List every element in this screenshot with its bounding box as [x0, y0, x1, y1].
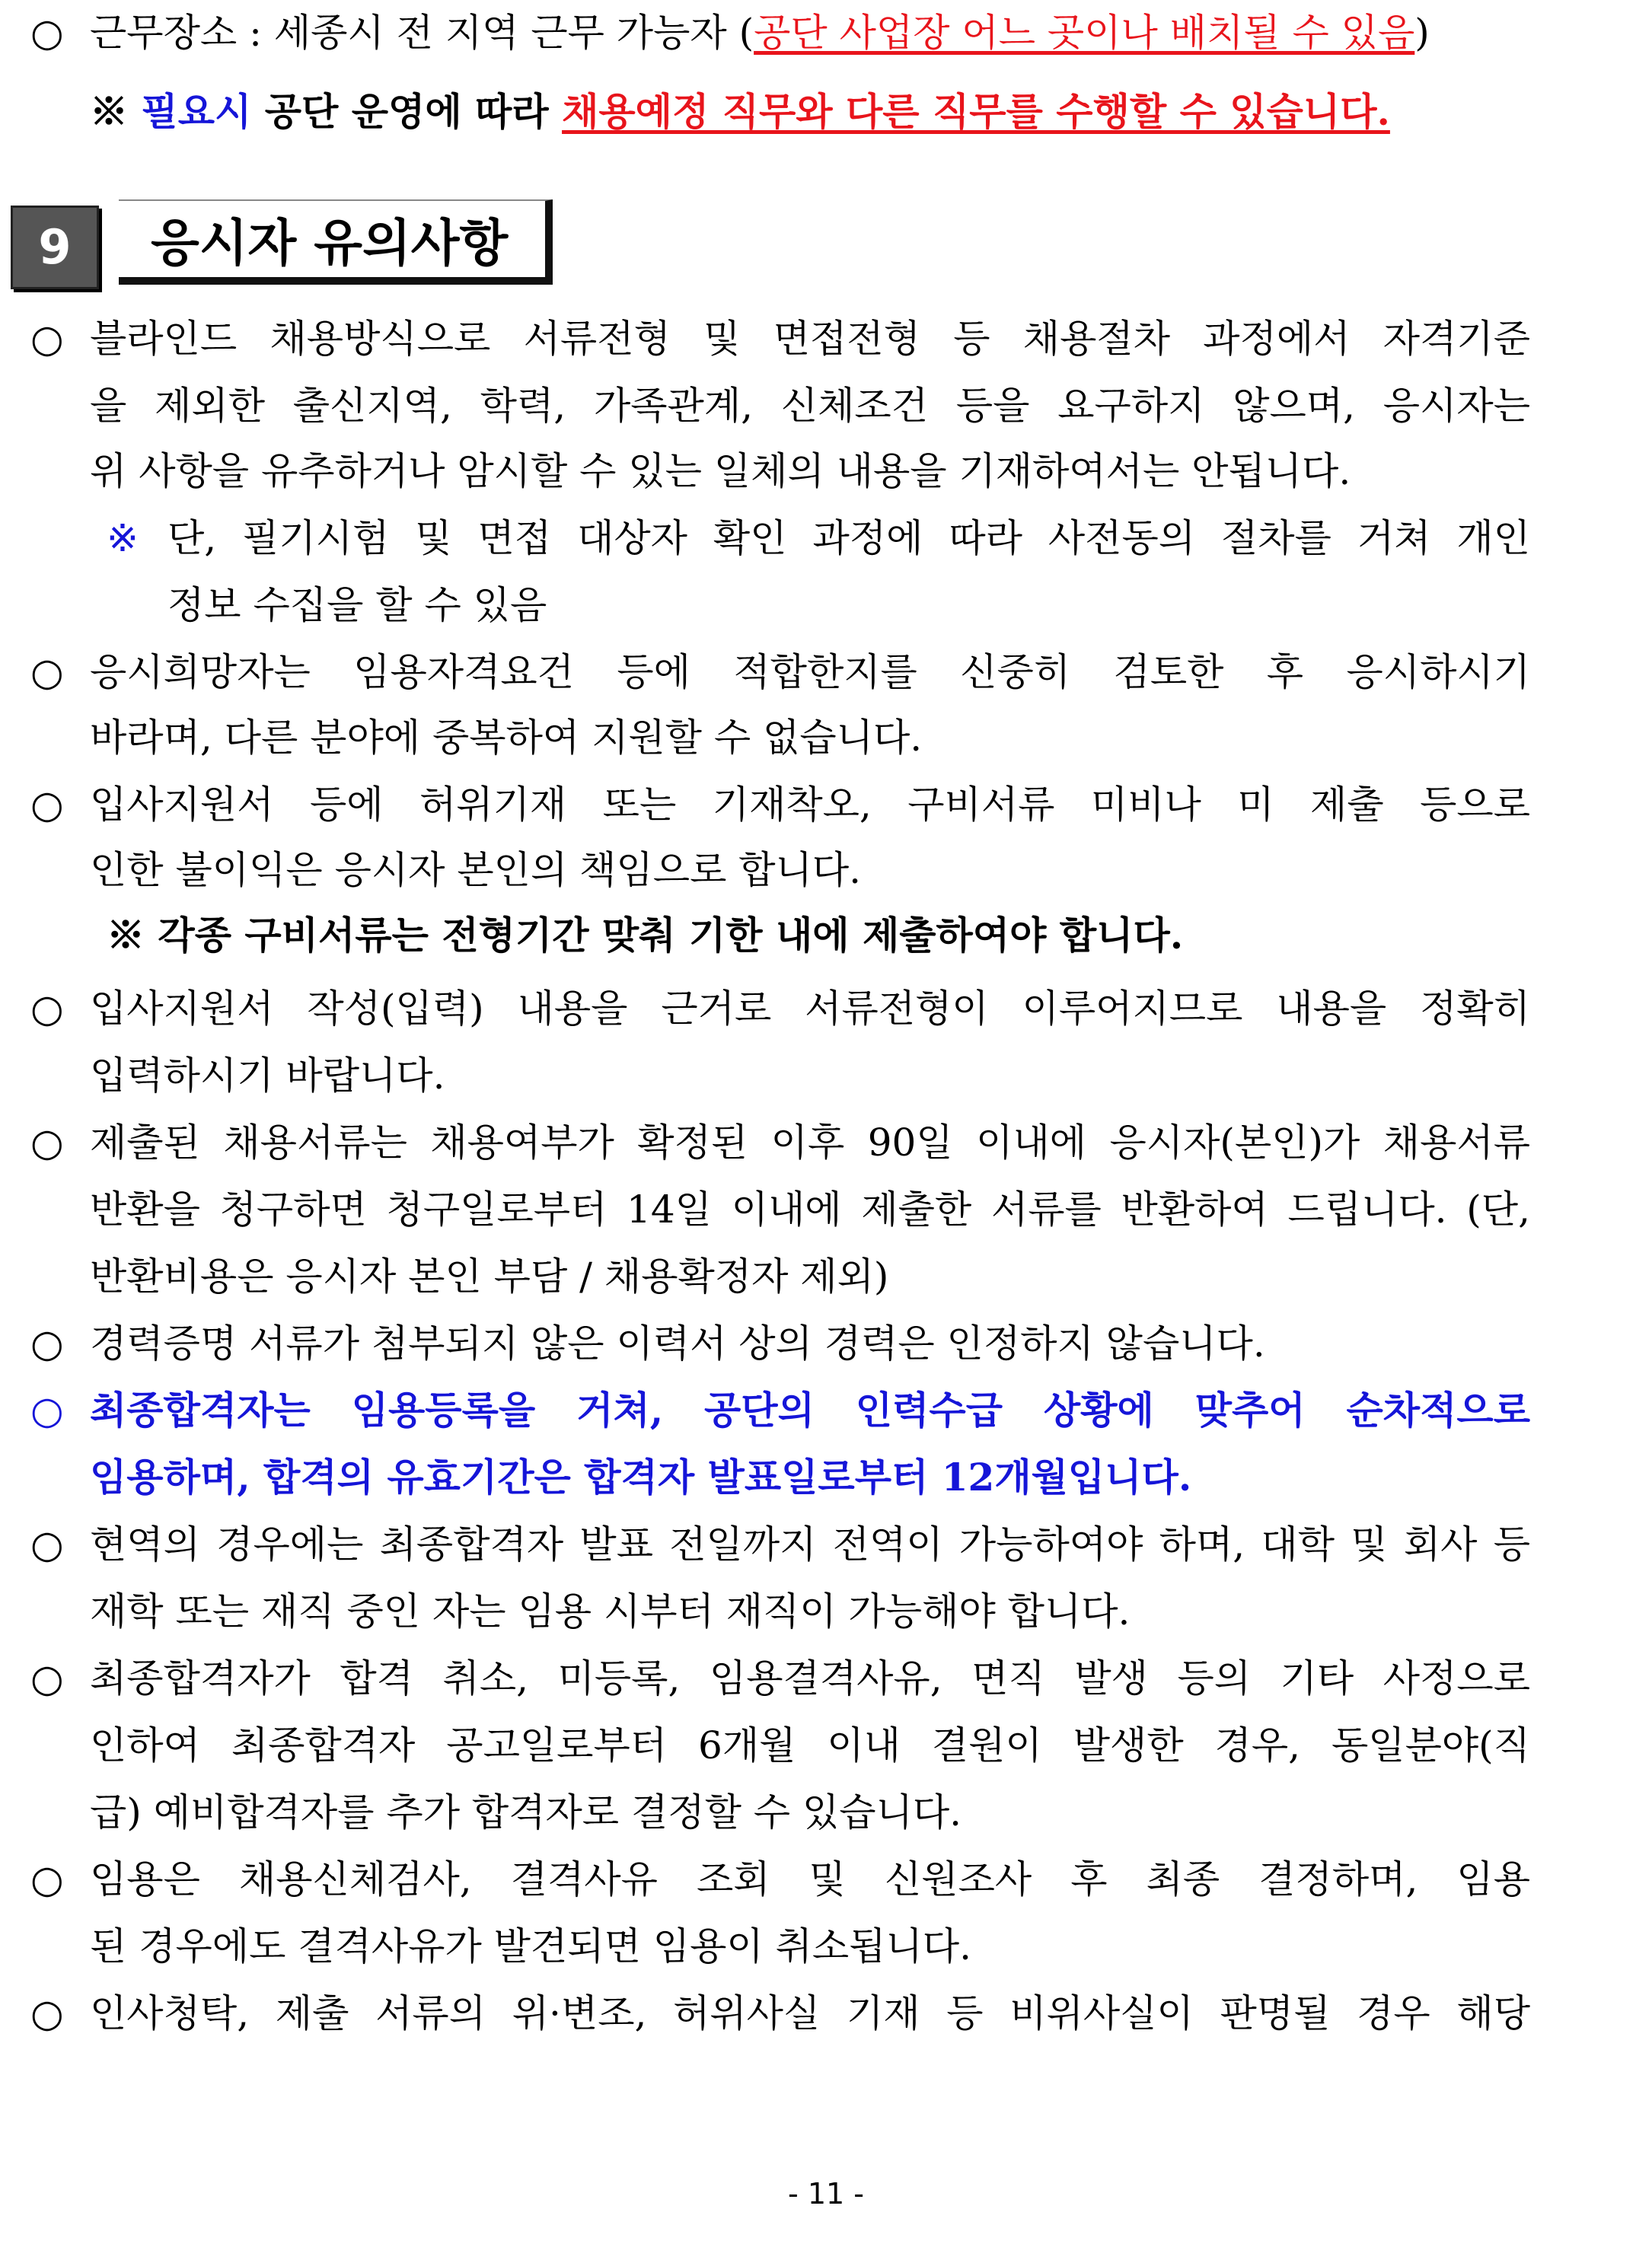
list-item: ○ 입사지원서 작성(입력) 내용을 근거로 서류전형이 이루어지므로 내용을 정확히	[30, 982, 1530, 1035]
bullet-icon: ○	[30, 1656, 64, 1701]
bullet-icon: ○	[30, 987, 64, 1031]
list-item: ○ 인사청탁, 제출 서류의 위·변조, 허위사실 기재 등 비위사실이 판명될 경우 해당	[30, 1987, 1530, 2040]
section-number: 9	[11, 206, 99, 289]
list-item: ○ 입사지원서 등에 허위기재 또는 기재착오, 구비서류 미비나 미 제출 등으로	[30, 778, 1530, 831]
list-item-line: 입력하시기 바랍니다.	[90, 1053, 445, 1098]
list-item: ○ 블라인드 채용방식으로 서류전형 및 면접전형 등 채용절차 과정에서 자격기준	[30, 312, 1530, 365]
list-item: ○ 제출된 채용서류는 채용여부가 확정된 이후 90일 이내에 응시자(본인)가 채용서류	[30, 1116, 1530, 1169]
workplace-item	[30, 6, 1530, 59]
bullet-icon: ○	[30, 1120, 64, 1165]
bullet-icon: ○	[30, 11, 64, 55]
bullet-icon: ○	[30, 1321, 64, 1366]
list-item-line: 반환을 청구하면 청구일로부터 14일 이내에 제출한 서류를 반환하여 드립니다. (단,	[90, 1187, 1530, 1232]
list-item-line: 급) 예비합격자를 추가 합격자로 결정할 수 있습니다.	[90, 1790, 962, 1834]
bullet-icon: ○	[30, 317, 64, 361]
list-item: ○ 경력증명 서류가 첨부되지 않은 이력서 상의 경력은 인정하지 않습니다.	[30, 1317, 1530, 1370]
workplace-highlight: 공단 사업장 어느 곳이나 배치될 수 있음	[754, 11, 1415, 55]
list-item-line: 된 경우에도 결격사유가 발견되면 임용이 취소됩니다.	[90, 1924, 971, 1968]
list-item: ○ 응시희망자는 임용자격요건 등에 적합한지를 신중히 검토한 후 응시하시기	[30, 645, 1530, 699]
reference-mark-icon: ※	[107, 516, 139, 560]
duty-notice: ※ 필요시 공단 운영에 따라 채용예정 직무와 다른 직무를 수행할 수 있습니다.	[90, 89, 1390, 134]
list-item-line: 재학 또는 재직 중인 자는 임용 시부터 재직이 가능해야 합니다.	[90, 1589, 1131, 1634]
bullet-icon: ○	[30, 1857, 64, 1901]
page-number: - 11 -	[788, 2177, 864, 2211]
duty-notice-highlight: 채용예정 직무와 다른 직무를 수행할 수 있습니다.	[562, 89, 1390, 134]
list-item-line: 인한 불이익은 응시자 본인의 책임으로 합니다.	[90, 848, 862, 892]
list-item-line: 임용하며, 합격의 유효기간은 합격자 발표일로부터 12개월입니다.	[90, 1455, 1192, 1500]
list-item-line: 반환비용은 응시자 본인 부담 / 채용확정자 제외)	[90, 1254, 889, 1299]
workplace-text: 근무장소 : 세종시 전 지역 근무 가능자 (공단 사업장 어느 곳이나 배치될 수 있음)	[90, 11, 1430, 55]
list-item: ○ 최종합격자가 합격 취소, 미등록, 임용결격사유, 면직 발생 등의 기타 사정으로	[30, 1652, 1530, 1705]
section-title: 응시자 유의사항	[119, 199, 553, 285]
list-item-highlight: ○ 최종합격자는 임용등록을 거쳐, 공단의 인력수급 상황에 맞추어 순차적으로	[30, 1384, 1530, 1437]
list-item: ○ 현역의 경우에는 최종합격자 발표 전일까지 전역이 가능하여야 하며, 대학 및 회사 등	[30, 1518, 1530, 1571]
reference-mark-icon: ※	[90, 89, 128, 134]
bullet-icon: ○	[30, 1522, 64, 1567]
privacy-note: ※ 단, 필기시험 및 면접 대상자 확인 과정에 따라 사전동의 절차를 거쳐 개인	[107, 512, 1530, 565]
list-item-line: 을 제외한 출신지역, 학력, 가족관계, 신체조건 등을 요구하지 않으며, 응시자는	[90, 384, 1530, 428]
bullet-icon: ○	[30, 1991, 64, 2035]
list-item-line: 인하여 최종합격자 공고일로부터 6개월 이내 결원이 발생한 경우, 동일분야(직	[90, 1723, 1530, 1767]
bullet-icon: ○	[30, 650, 64, 694]
documents-deadline-note: ※ 각종 구비서류는 전형기간 맞춰 기한 내에 제출하여야 합니다.	[107, 913, 1184, 958]
bullet-icon: ○	[30, 1388, 64, 1433]
list-item-line: 위 사항을 유추하거나 암시할 수 있는 일체의 내용을 기재하여서는 안됩니다.	[90, 449, 1351, 493]
section-header	[11, 199, 574, 291]
list-item-line: 바라며, 다른 분야에 중복하여 지원할 수 없습니다.	[90, 716, 923, 760]
list-item: ○ 임용은 채용신체검사, 결격사유 조회 및 신원조사 후 최종 결정하며, 임용	[30, 1853, 1530, 1906]
privacy-note-line: 정보 수집을 할 수 있음	[167, 583, 547, 627]
bullet-icon: ○	[30, 783, 64, 827]
